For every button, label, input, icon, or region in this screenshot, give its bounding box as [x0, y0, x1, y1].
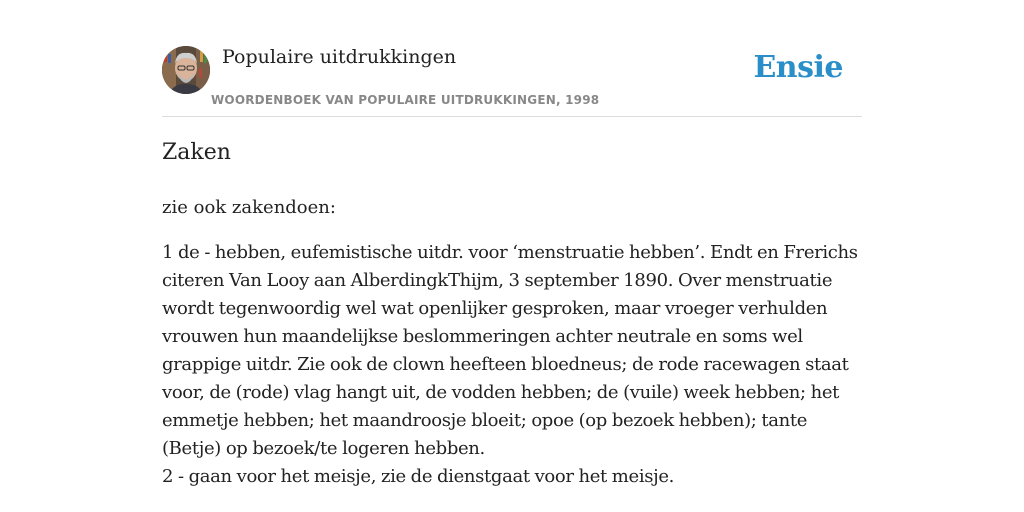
entry-definition — [162, 239, 862, 491]
see-also-text: zie ook zakendoen: — [162, 197, 336, 218]
author-name[interactable]: Populaire uitdrukkingen — [222, 46, 457, 68]
avatar-portrait-icon — [162, 46, 210, 94]
author-avatar[interactable] — [162, 46, 210, 94]
source-label: WOORDENBOEK VAN POPULAIRE UITDRUKKINGEN, 1998 — [211, 93, 600, 107]
definition-1: 1 de - hebben, eufemistische uitdr. voor ‘menstruatie hebben’. Endt en Frerichs citeren Van Looy aan AlberdingkThijm, 3 september 1890. Over menstruatie wordt tegenwoordig wel wat openlijker gesproken, maar vroeger verhulden vrouwen hun maandelijkse beslommeringen achter neutrale en soms wel grappige uitdr. Zie ook de clown heefteen bloedneus; de rode racewagen staat voor, de (rode) vlag hangt uit, de vodden hebben; de (vuile) week hebben; het emmetje hebben; het maandroosje bloeit; opoe (op bezoek hebben); tante (Betje) op bezoek/te logeren hebben. — [162, 242, 858, 459]
entry-card — [162, 0, 862, 512]
ensie-logo[interactable]: Ensie — [753, 50, 843, 85]
definition-2: 2 - gaan voor het meisje, zie de dienstgaat voor het meisje. — [162, 466, 675, 487]
header — [162, 0, 862, 117]
entry-title: Zaken — [162, 140, 231, 165]
